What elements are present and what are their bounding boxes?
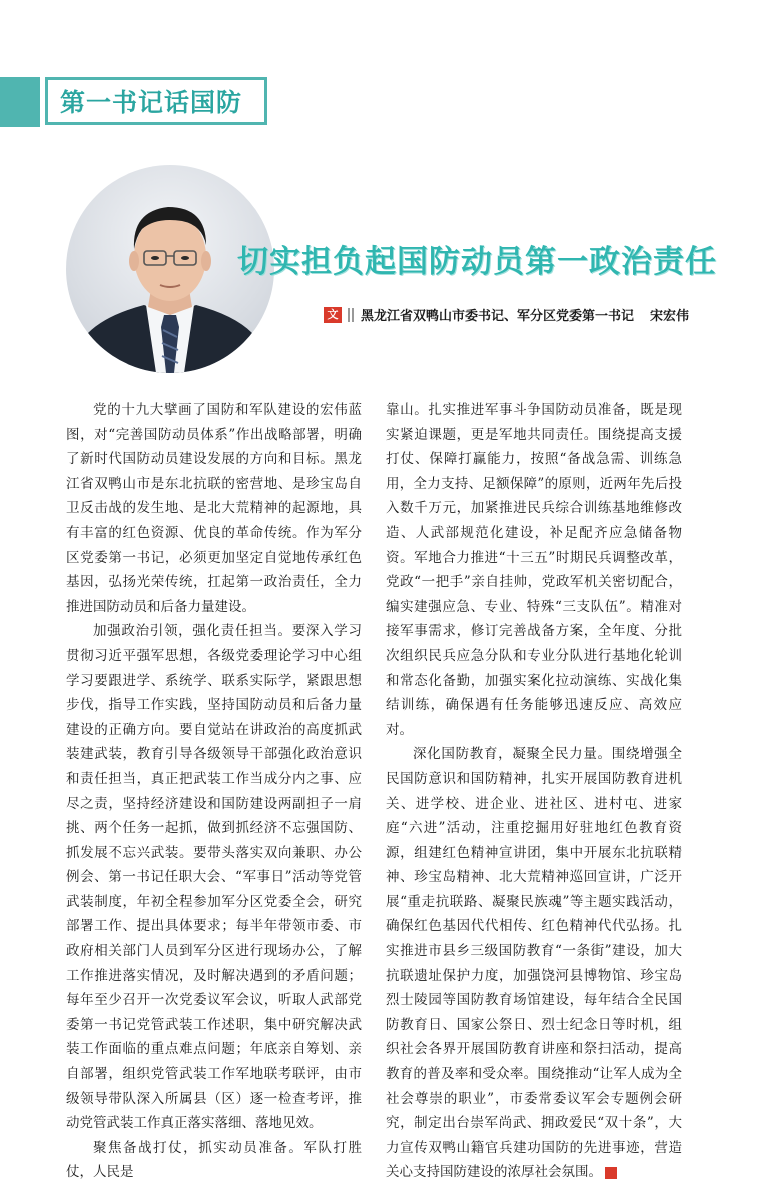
byline-title: 黑龙江省双鸭山市委书记、军分区党委第一书记 (361, 309, 635, 324)
column-header (45, 77, 267, 125)
column-title: 第一书记话国防 (60, 88, 243, 117)
paragraph: 加强政治引领，强化责任担当。要深入学习贯彻习近平强军思想，各级党委理论学习中心组学习要跟进学、系统学、联系实际学，紧跟思想步伐，指导工作实践，坚持国防动员和后备力量建设的正确方向。要自觉站在讲政治的高度抓武装建武装，教育引导各级领导干部强化政治意识和责任担当，真正把武装工作当成分内之事、应尽之责，坚持经济建设和国防建设两副担子一肩挑、两个任务一起抓，做到抓经济不忘强国防、抓发展不忘兴武装。要带头落实双向兼职、办公例会、第一书记任职大会、“军事日”活动等党管武装制度，年初全程参加军分区党委全会，研究部署工作、提出具体要求；每半年带领市委、市政府相关部门人员到军分区进行现场办公，了解工作推进落实情况，及时解决遇到的矛盾问题；每年至少召开一次党委议军会议，听取人武部党委第一书记党管武装工作述职，集中研究解决武装工作面临的重点难点问题；年底亲自筹划、亲自部署，组织党管武装工作军地联考联评，由市级领导带队深入所属县（区）逐一检查考评，推动党管武装工作真正落实落细、落地见效。 (66, 623, 362, 1132)
text-column-right (386, 398, 682, 1185)
byline (324, 305, 689, 324)
paragraph: 靠山。扎实推进军事斗争国防动员准备，既是现实紧迫课题，更是军地共同责任。围绕提高支援打仗、保障打赢能力，按照“备战急需、训练急用，全力支持、足额保障”的原则，近两年先后投入数千万元，加紧推进民兵综合训练基地维修改造、人武部规范化建设，补足配齐应急储备物资。军地合力推进“十三五”时期民兵调整改革，党政“一把手”亲自挂帅，党政军机关密切配合，编实建强应急、专业、特殊“三支队伍”。精准对接军事需求，修订完善战备方案，全年度、分批次组织民兵应急分队和专业分队进行基地化轮训和常态化备勤，加强实案化拉动演练、实战化集结训练，确保遇有任务能够迅速反应、高效应对。 (386, 402, 682, 738)
column-tab-marker (0, 77, 40, 127)
article-headline: 切实担负起国防动员第一政治责任 (237, 244, 717, 280)
paragraph: 聚焦备战打仗，抓实动员准备。军队打胜仗，人民是 (66, 1139, 362, 1181)
divider-bars-icon (348, 308, 355, 322)
paragraph (386, 742, 682, 1185)
paragraph-text: 深化国防教育，凝聚全民力量。围绕增强全民国防意识和国防精神，扎实开展国防教育进机关、进学校、进企业、进社区、进村屯、进家庭“六进”活动，注重挖掘用好驻地红色教育资源，组建红色精神宣讲团，集中开展东北抗联精神、珍宝岛精神、北大荒精神巡回宣讲，广泛开展“重走抗联路、凝聚民族魂”等主题实践活动，确保红色基因代代相传、红色精神代代弘扬。扎实推进市县乡三级国防教育“一条街”建设，加大抗联遗址保护力度，加强饶河县博物馆、珍宝岛烈士陵园等国防教育场馆建设，每年结合全民国防教育日、国家公祭日、烈士纪念日等时机，组织社会各界开展国防教育讲座和祭扫活动，提高教育的普及率和受众率。围绕推动“让军人成为全社会尊崇的职业”，市委常委议军会专题例会研究，制定出台崇军尚武、拥政爱民“双十条”，大力宣传双鸭山籍官兵建功国防的先进事迹，营造关心支持国防建设的浓厚社会氛围。 (386, 746, 682, 1181)
paragraph: 党的十九大擘画了国防和军队建设的宏伟蓝图，对“完善国防动员体系”作出战略部署，明确了新时代国防动员建设发展的方向和目标。黑龙江省双鸭山市是东北抗联的密营地、是珍宝岛自卫反击战的发生地、是北大荒精神的起源地，具有丰富的红色资源、优良的革命传统。作为军分区党委第一书记，必须更加坚定自觉地传承红色基因，弘扬光荣传统，扛起第一政治责任，全力推进国防动员和后备力量建设。 (66, 402, 362, 615)
end-mark-icon: G (605, 1167, 617, 1179)
byline-mark: 文 (324, 307, 342, 323)
byline-author: 宋宏伟 (650, 309, 690, 324)
text-column-left (66, 398, 362, 1185)
